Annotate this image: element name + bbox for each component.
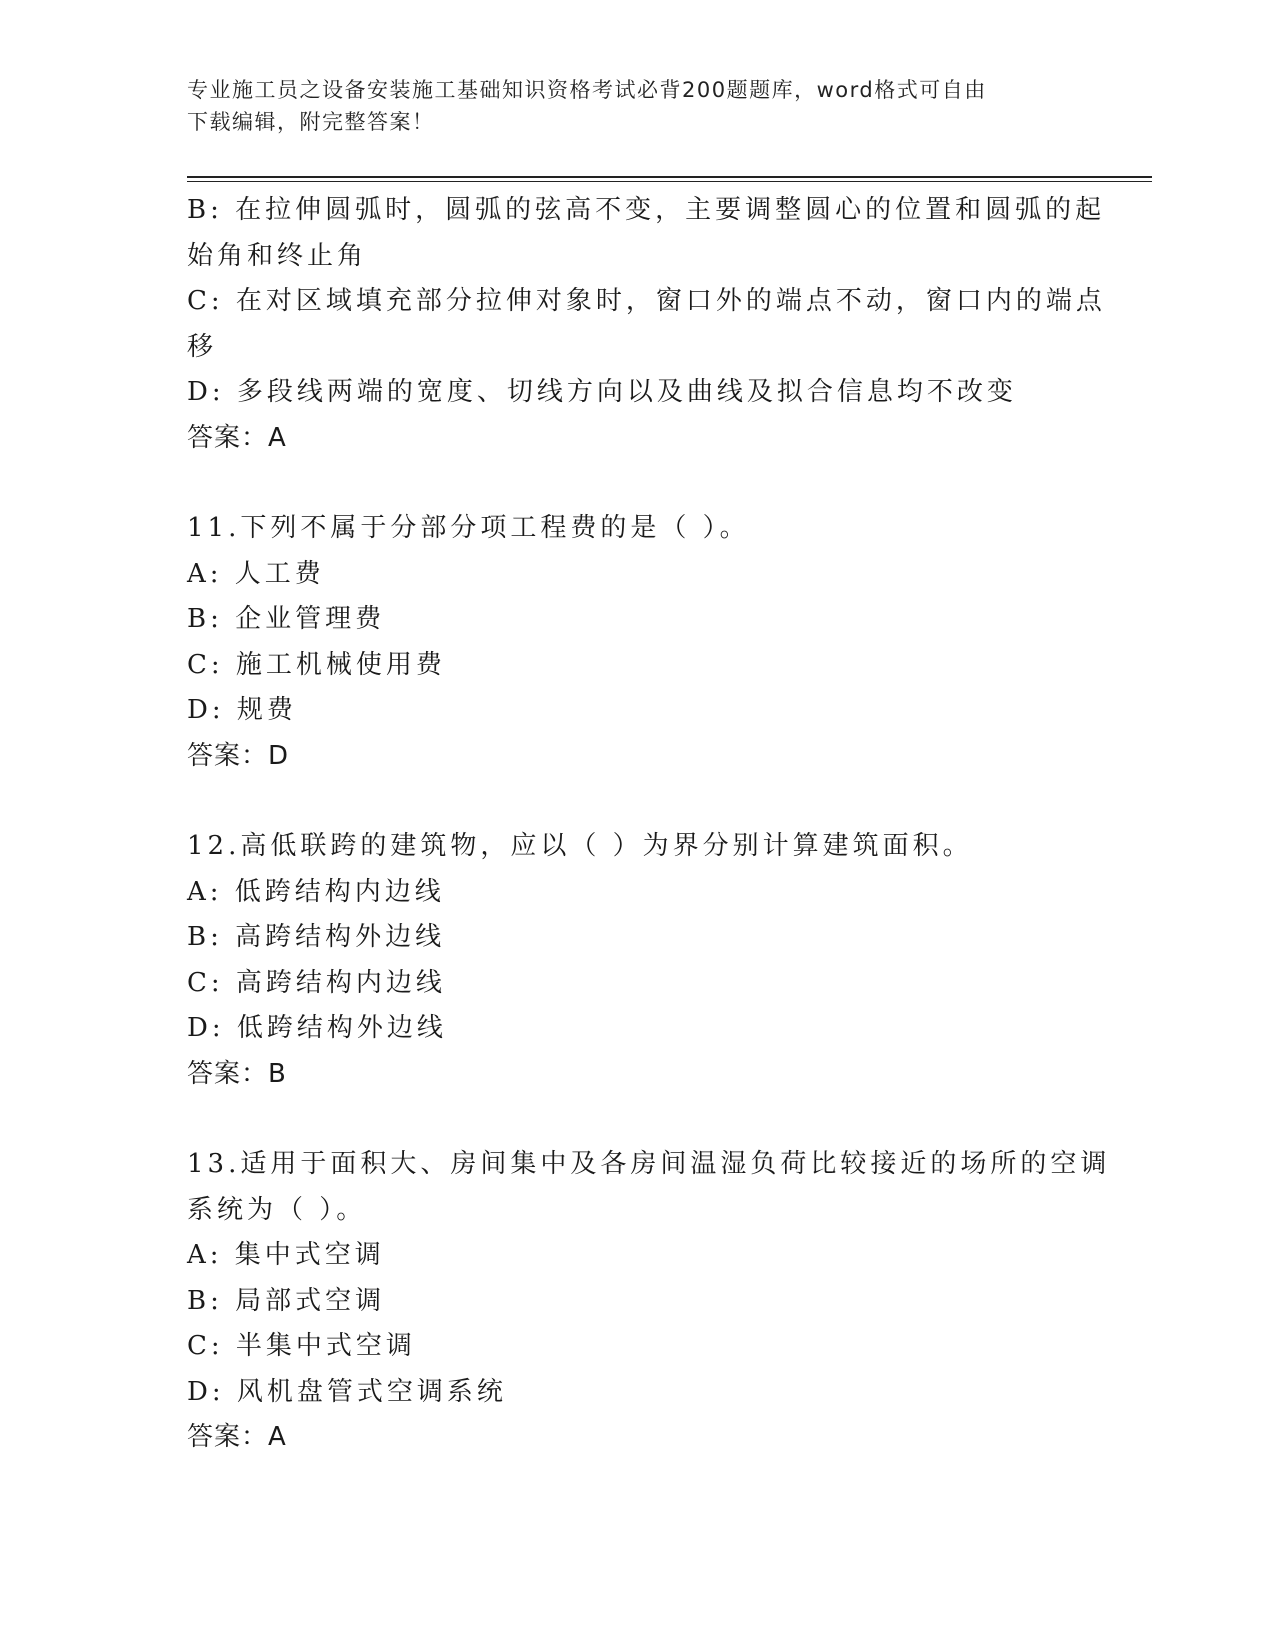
option-c: C: 施工机械使用费 — [187, 649, 446, 680]
question-13 — [187, 1142, 1111, 1461]
answer-line: 答案：D — [187, 740, 290, 771]
option-a: A: 集中式空调 — [187, 1240, 385, 1270]
question-stem-line-2: 系统为（ ）。 — [187, 1194, 367, 1225]
option-c-line-2: 移 — [187, 331, 218, 362]
answer-line: 答案：A — [187, 1422, 287, 1452]
question-12 — [187, 824, 1087, 1097]
option-b: B: 局部式空调 — [187, 1285, 386, 1316]
answer-line: 答案：B — [187, 1058, 287, 1089]
header-line-1: 专业施工员之设备安装施工基础知识资格考试必背200题题库，word格式可自由 — [187, 78, 987, 102]
option-b: B: 高跨结构外边线 — [187, 922, 446, 952]
header-line-2: 下载编辑，附完整答案！ — [187, 110, 435, 134]
spacer — [187, 779, 1087, 824]
option-a: A: 人工费 — [187, 558, 325, 589]
spacer — [187, 1097, 1087, 1142]
question-content — [187, 188, 1111, 1461]
option-d: D: 低跨结构外边线 — [187, 1013, 447, 1043]
header-divider-thick — [187, 176, 1152, 178]
option-d: D: 多段线两端的宽度、切线方向以及曲线及拟合信息均不改变 — [187, 377, 1017, 407]
question-11 — [187, 506, 1087, 779]
question-stem-line-1: 13.适用于面积大、房间集中及各房间温湿负荷比较接近的场所的空调 — [187, 1149, 1111, 1179]
answer-line: 答案：A — [187, 422, 287, 453]
option-d: D: 规费 — [187, 695, 297, 725]
option-c: C: 半集中式空调 — [187, 1331, 416, 1361]
question-stem: 12.高低联跨的建筑物，应以（ ）为界分别计算建筑面积。 — [187, 831, 973, 861]
option-c-line-1: C: 在对区域填充部分拉伸对象时，窗口外的端点不动，窗口内的端点 — [187, 286, 1106, 316]
spacer — [187, 461, 1087, 506]
option-c: C: 高跨结构内边线 — [187, 967, 446, 998]
option-d: D: 风机盘管式空调系统 — [187, 1376, 507, 1407]
document-header — [187, 74, 1067, 138]
option-b: B: 企业管理费 — [187, 604, 386, 634]
option-b-line-1: B: 在拉伸圆弧时，圆弧的弦高不变，主要调整圆心的位置和圆弧的起 — [187, 195, 1106, 225]
question-10-continued — [187, 188, 1106, 461]
header-divider-thin — [187, 181, 1152, 182]
question-stem: 11.下列不属于分部分项工程费的是（ ）。 — [187, 513, 750, 543]
option-a: A: 低跨结构内边线 — [187, 876, 445, 907]
option-b-line-2: 始角和终止角 — [187, 240, 368, 271]
